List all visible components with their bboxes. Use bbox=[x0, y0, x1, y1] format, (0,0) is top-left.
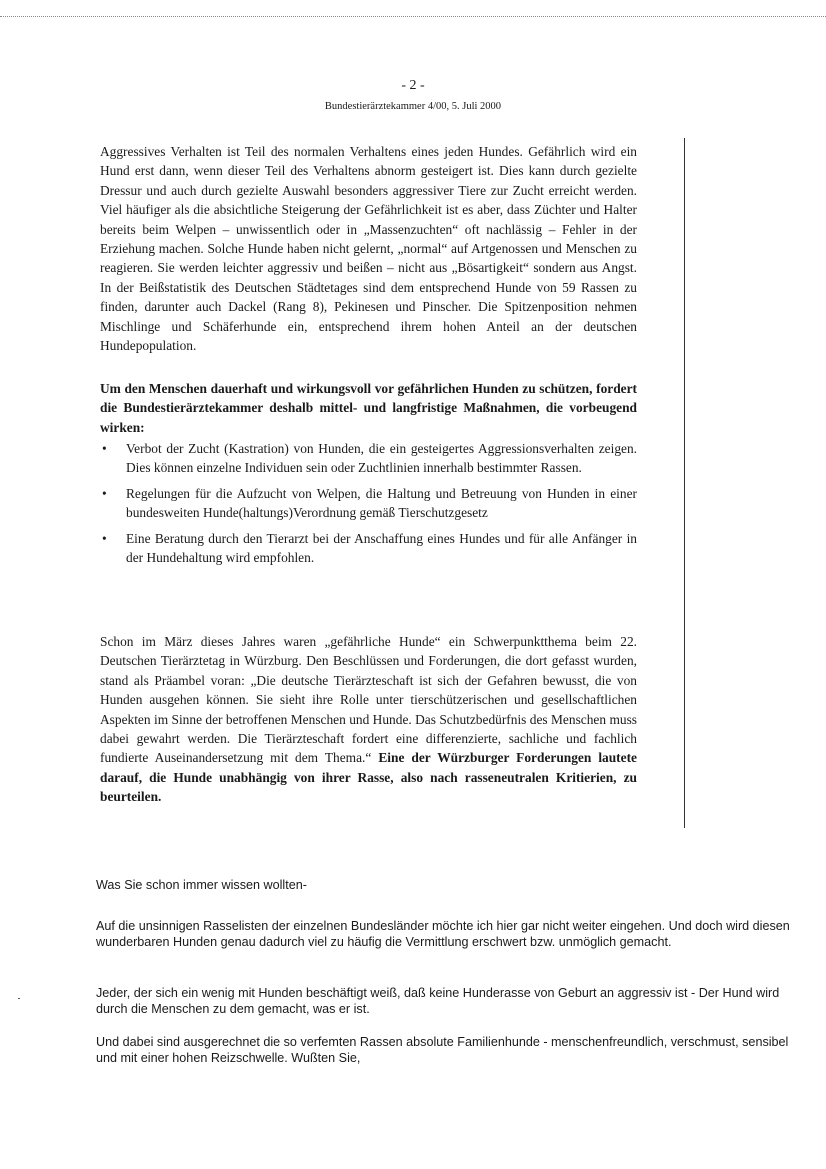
page-number: - 2 - bbox=[401, 78, 425, 93]
margin-rule bbox=[684, 138, 685, 828]
article-paragraph-2: Um den Menschen dauerhaft und wirkungsvoll vor gefährlichen Hunden zu schützen, fordert die Bundestierärztekammer deshalb mittel- und langfristige Maßnahmen, die vorbeugend wirken: bbox=[100, 381, 637, 435]
list-item bbox=[100, 529, 637, 568]
list-item-text: Regelungen für die Aufzucht von Welpen, die Haltung und Betreuung von Hunden in einer bundesweiten Hunde(haltungs)Verordnung gemäß Tierschutzgesetz bbox=[126, 485, 637, 521]
letterhead: Bundestierärztekammer 4/00, 5. Juli 2000 bbox=[324, 101, 502, 112]
notes-paragraph-2: Jeder, der sich ein wenig mit Hunden beschäftigt weiß, daß keine Hunderasse von Geburt an aggressiv ist - Der Hund wird durch die Menschen zu dem gemacht, was er ist. bbox=[96, 986, 780, 1016]
list-item-text: Eine Beratung durch den Tierarzt bei der Anschaffung eines Hundes und für alle Anfänger in der Hundehaltung wird empfohlen. bbox=[126, 530, 637, 566]
paragraph-3-bold-text: Eine der Würzburger Forderungen lautete darauf, die Hunde unabhängig von ihrer Rasse, also nach rasseneutralen Kritierien, zu beurteilen. bbox=[100, 750, 637, 805]
list-item bbox=[100, 484, 637, 523]
bullet-icon: • bbox=[102, 485, 107, 501]
scan-speck bbox=[18, 998, 20, 999]
measures-list bbox=[100, 439, 637, 567]
article-paragraph-3 bbox=[100, 632, 637, 807]
notes-paragraph-3: Und dabei sind ausgerechnet die so verfemten Rassen absolute Familienhunde - menschenfreundlich, verschmust, sensibel und mit einer hohen Reizschwelle. Wußten Sie, bbox=[96, 1035, 789, 1065]
article-paragraph-1: Aggressives Verhalten ist Teil des normalen Verhaltens eines jeden Hundes. Gefährlich wird ein Hund erst dann, wenn dieser Teil des Verhaltens abnorm gesteigert ist. Dies kann durch gezielte Dressur und auch durch gezielte Auswahl besonders aggressiver Tiere zur Zucht erreicht werden. Viel häufiger als die absichtliche Steigerung der Gefährlichkeit ist es aber, dass Züchter und Halter bereits beim Welpen – unwissentlich oder in „Massenzuchten“ oft nachlässig – Fehler in der Erziehung machen. Solche Hunde haben nicht gelernt, „normal“ auf Artgenossen und Menschen zu reagieren. Sie werden leichter aggressiv und beißen – nicht aus „Bösartigkeit“ sondern aus Angst. In der Beißstatistik des Deutschen Städtetages sind dem entsprechend Hunde von 59 Rassen zu finden, darunter auch Dackel (Rang 8), Pekinesen und Pinscher. Die Spitzenposition nehmen Mischlinge und Schäferhunde ein, entsprechend ihrem hohen Anteil an der deutschen Hundepopulation. bbox=[100, 144, 637, 354]
fax-header-line bbox=[0, 16, 826, 17]
list-item bbox=[100, 439, 637, 478]
list-item-text: Verbot der Zucht (Kastration) von Hunden, die ein gesteigertes Aggressionsverhalten zeigen. Dies können einzelne Individuen sein oder Zuchtlinien innerhalb bestimmter Rassen. bbox=[126, 441, 637, 476]
notes-paragraph-1: Auf die unsinnigen Rasselisten der einzelnen Bundesländer möchte ich hier gar nicht weiter eingehen. Und doch wird diesen wunderbaren Hunden genau dadurch viel zu häufig die Vermittlung erschwert bzw. unmöglich gemacht. bbox=[96, 919, 790, 949]
bullet-icon: • bbox=[102, 441, 107, 456]
notes-intro: Was Sie schon immer wissen wollten- bbox=[96, 878, 307, 892]
bullet-icon: • bbox=[102, 530, 107, 546]
paragraph-3-text: Schon im März dieses Jahres waren „gefährliche Hunde“ ein Schwerpunktthema beim 22. Deutschen Tierärztetag in Würzburg. Den Beschlüssen und Forderungen, die dort gefasst wurden, stand als Präambel voran: „Die deutsche Tierärzteschaft ist sich der Gefahren bewusst, die von Hunden ausgehen können. Sie sieht ihre Rolle unter tierschützerischen und gesellschaftlichen Aspekten im Sinne der betroffenen Menschen und Hunde. Das Schutzbedürfnis des Menschen muss dabei gewahrt werden. Die Tierärzteschaft fordert eine differenzierte, sachliche und fachlich fundierte Auseinandersetzung mit dem Thema.“ bbox=[100, 634, 637, 766]
